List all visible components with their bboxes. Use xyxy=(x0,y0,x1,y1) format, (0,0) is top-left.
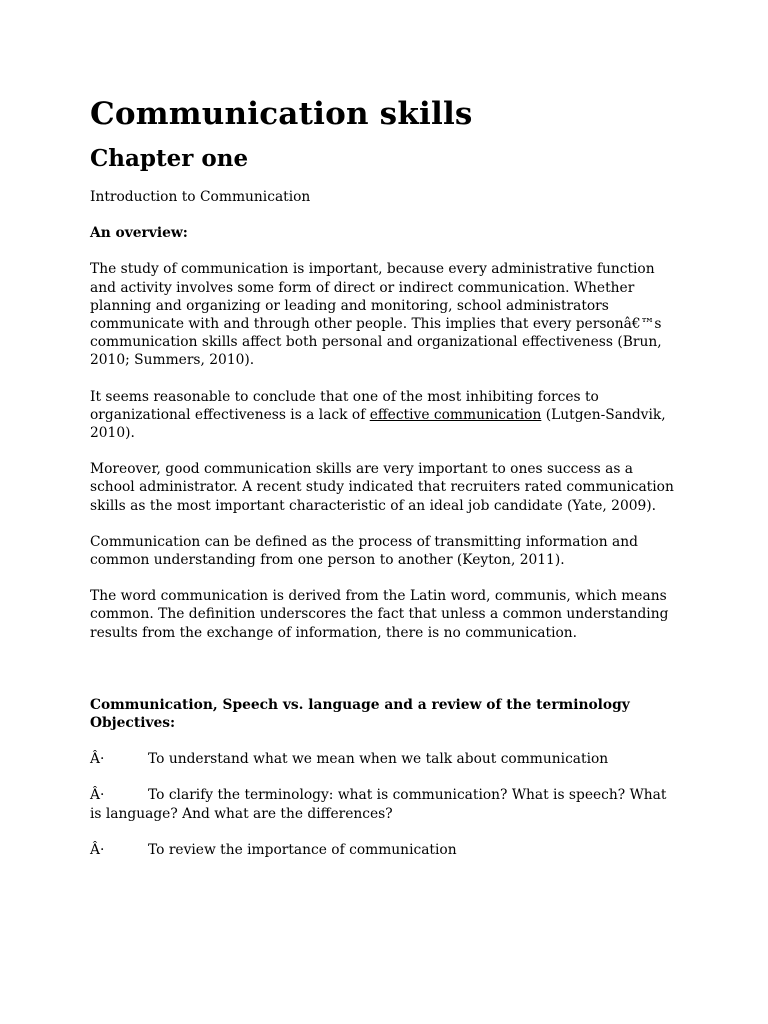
bullet-item-1 xyxy=(90,750,680,768)
bullet-marker: Â· xyxy=(90,841,105,858)
bullet-text: To review the importance of communication xyxy=(148,841,457,858)
bullet-text: To clarify the terminology: what is communication? What is speech? What is language? And what are the differences? xyxy=(90,787,667,822)
section-heading xyxy=(90,696,680,732)
paragraph-3: Moreover, good communication skills are very important to ones success as a school administrator. A recent study indicated that recruiters rated communication skills as the most important characteristic of an ideal job candidate (Yate, 2009). xyxy=(90,461,674,514)
bullet-marker: Â· xyxy=(90,751,105,768)
objectives-heading: Objectives: xyxy=(90,715,176,732)
paragraph-2-start: It seems reasonable to conclude that one of the most inhibiting forces to organizational effectiveness is a lack of xyxy=(90,388,599,423)
bullet-text: To understand what we mean when we talk about communication xyxy=(148,751,609,768)
paragraph-2 xyxy=(90,388,680,443)
paragraph-4: Communication can be defined as the process of transmitting information and common understanding from one person to another (Keyton, 2011). xyxy=(90,533,638,569)
paragraph-1: The study of communication is important, because every administrative function and activity involves some form of direct or indirect communication. Whether planning and organizing or leading and monitoring, school administrators communicate with and through other people. This implies that every personâ€™s communication skills affect both personal and organizational effectiveness (Brun, 2010; Summers, 2010). xyxy=(90,261,662,369)
document-title: Communication skills xyxy=(90,96,473,132)
paragraph-5: The word communication is derived from the Latin word, communis, which means common. The definition underscores the fact that unless a common understanding results from the exchange of information, there is no communication. xyxy=(90,588,669,641)
bullet-item-3 xyxy=(90,841,680,859)
paragraph-2-end: (Lutgen-Sandvik, 2010). xyxy=(90,406,666,442)
bullet-marker: Â· xyxy=(90,787,105,804)
overview-heading: An overview: xyxy=(90,225,188,242)
effective-communication-link[interactable]: effective communication xyxy=(369,406,542,423)
bullet-item-2 xyxy=(90,786,680,822)
chapter-heading: Chapter one xyxy=(90,145,249,172)
section-heading-line-1: Communication, Speech vs. language and a review of the terminology xyxy=(90,696,630,713)
intro-line: Introduction to Communication xyxy=(90,189,311,205)
document-content xyxy=(90,94,680,859)
